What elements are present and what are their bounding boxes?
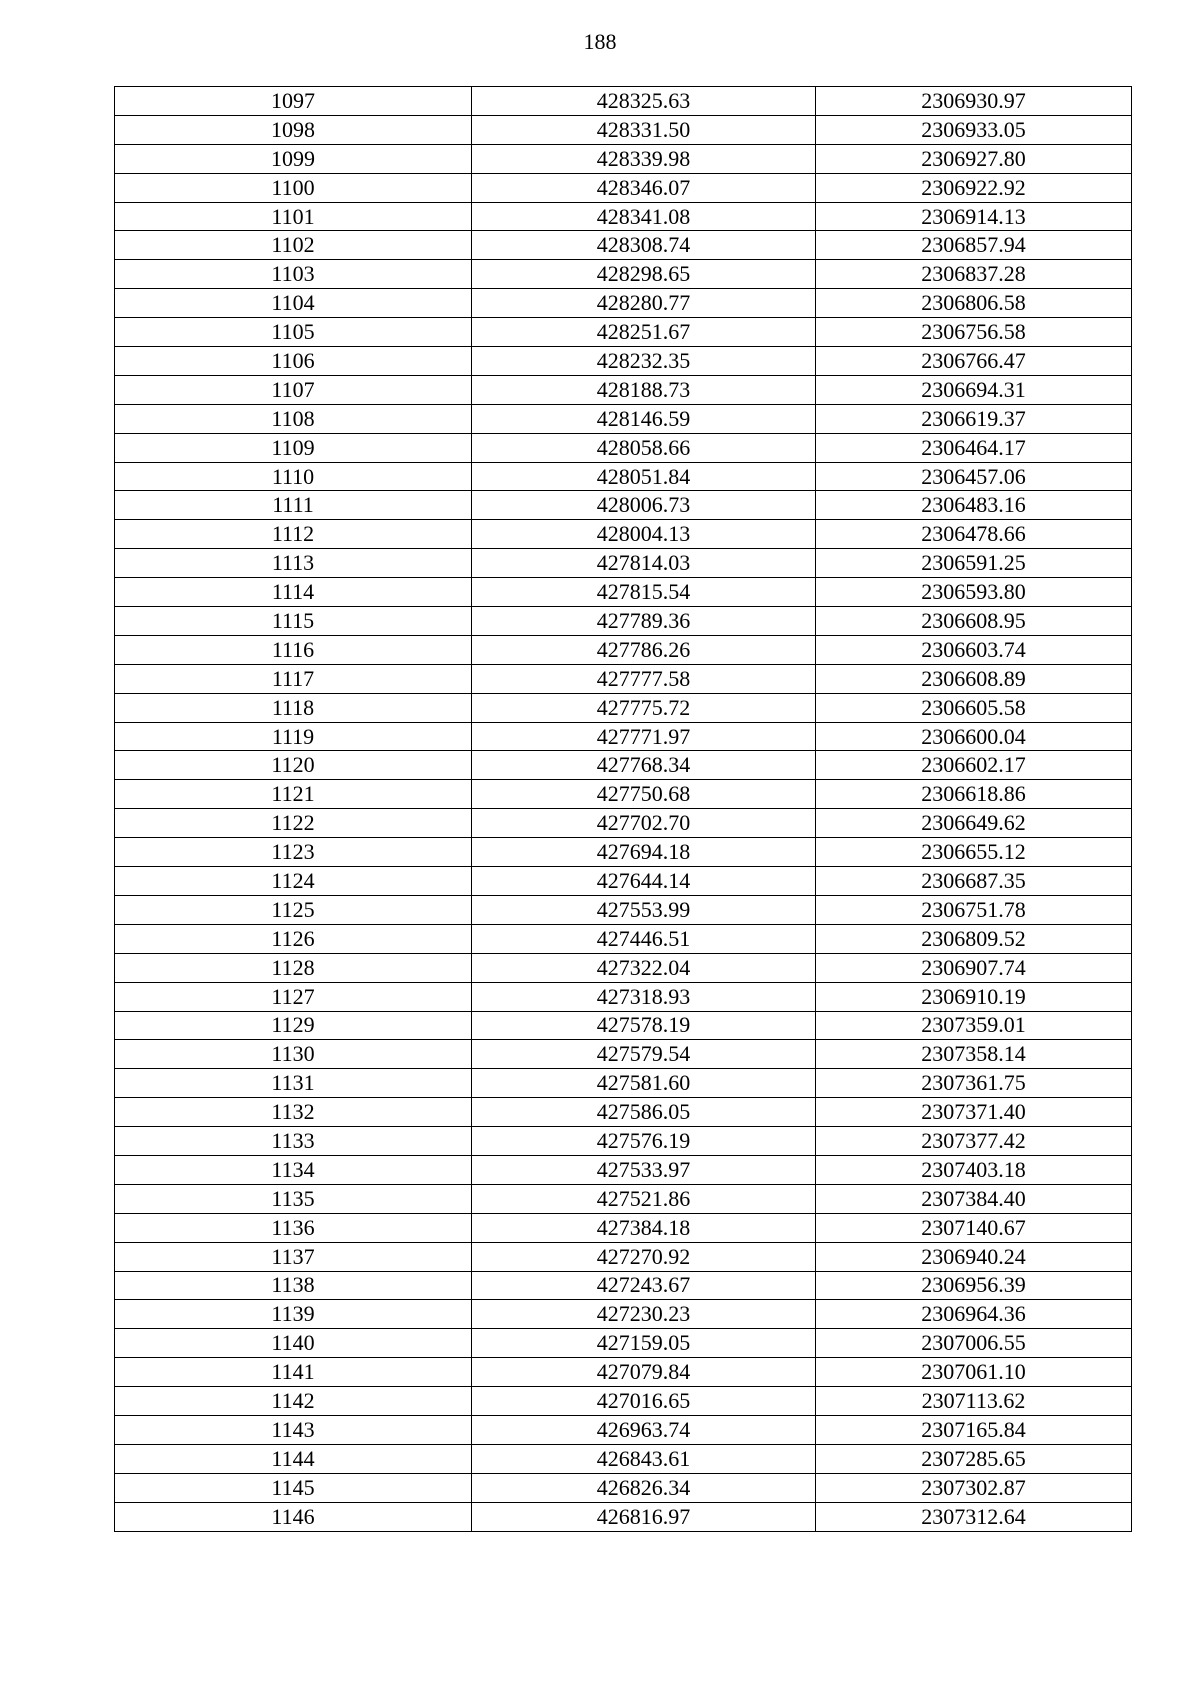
y-coordinate-cell: 2307061.10 (816, 1358, 1132, 1387)
table-row (115, 1213, 1132, 1242)
y-coordinate-cell: 2307312.64 (816, 1502, 1132, 1531)
x-coordinate-cell: 428058.66 (472, 433, 816, 462)
x-coordinate-cell: 427576.19 (472, 1127, 816, 1156)
x-coordinate-cell: 427322.04 (472, 953, 816, 982)
table-row (115, 780, 1132, 809)
point-number-cell: 1136 (115, 1213, 472, 1242)
y-coordinate-cell: 2307377.42 (816, 1127, 1132, 1156)
y-coordinate-cell: 2306751.78 (816, 895, 1132, 924)
y-coordinate-cell: 2306956.39 (816, 1271, 1132, 1300)
table-row (115, 1155, 1132, 1184)
point-number-cell: 1108 (115, 404, 472, 433)
table-row (115, 202, 1132, 231)
y-coordinate-cell: 2306964.36 (816, 1300, 1132, 1329)
point-number-cell: 1102 (115, 231, 472, 260)
x-coordinate-cell: 428006.73 (472, 491, 816, 520)
table-row (115, 1300, 1132, 1329)
x-coordinate-cell: 427702.70 (472, 809, 816, 838)
y-coordinate-cell: 2307113.62 (816, 1387, 1132, 1416)
table-row (115, 607, 1132, 636)
x-coordinate-cell: 427578.19 (472, 1011, 816, 1040)
point-number-cell: 1142 (115, 1387, 472, 1416)
point-number-cell: 1111 (115, 491, 472, 520)
table-row (115, 1069, 1132, 1098)
x-coordinate-cell: 427579.54 (472, 1040, 816, 1069)
x-coordinate-cell: 428232.35 (472, 347, 816, 376)
table-row (115, 1271, 1132, 1300)
x-coordinate-cell: 427533.97 (472, 1155, 816, 1184)
table-row (115, 1387, 1132, 1416)
x-coordinate-cell: 428298.65 (472, 260, 816, 289)
point-number-cell: 1126 (115, 924, 472, 953)
y-coordinate-cell: 2307285.65 (816, 1444, 1132, 1473)
y-coordinate-cell: 2306930.97 (816, 87, 1132, 116)
x-coordinate-cell: 428188.73 (472, 375, 816, 404)
table-row (115, 231, 1132, 260)
table-row (115, 173, 1132, 202)
x-coordinate-cell: 427814.03 (472, 549, 816, 578)
y-coordinate-cell: 2306694.31 (816, 375, 1132, 404)
table-row (115, 347, 1132, 376)
point-number-cell: 1120 (115, 751, 472, 780)
point-number-cell: 1104 (115, 289, 472, 318)
x-coordinate-cell: 427768.34 (472, 751, 816, 780)
y-coordinate-cell: 2306766.47 (816, 347, 1132, 376)
point-number-cell: 1099 (115, 144, 472, 173)
y-coordinate-cell: 2307165.84 (816, 1415, 1132, 1444)
x-coordinate-cell: 427553.99 (472, 895, 816, 924)
table-row (115, 404, 1132, 433)
y-coordinate-cell: 2306655.12 (816, 838, 1132, 867)
table-row (115, 722, 1132, 751)
table-row (115, 953, 1132, 982)
table-row (115, 1040, 1132, 1069)
point-number-cell: 1143 (115, 1415, 472, 1444)
point-number-cell: 1146 (115, 1502, 472, 1531)
table-row (115, 260, 1132, 289)
table-row (115, 1502, 1132, 1531)
table-row (115, 318, 1132, 347)
x-coordinate-cell: 427159.05 (472, 1329, 816, 1358)
point-number-cell: 1098 (115, 115, 472, 144)
point-number-cell: 1107 (115, 375, 472, 404)
y-coordinate-cell: 2306907.74 (816, 953, 1132, 982)
x-coordinate-cell: 428146.59 (472, 404, 816, 433)
point-number-cell: 1127 (115, 982, 472, 1011)
x-coordinate-cell: 427016.65 (472, 1387, 816, 1416)
point-number-cell: 1122 (115, 809, 472, 838)
table-row (115, 1098, 1132, 1127)
y-coordinate-cell: 2307358.14 (816, 1040, 1132, 1069)
table-row (115, 982, 1132, 1011)
point-number-cell: 1133 (115, 1127, 472, 1156)
x-coordinate-cell: 427694.18 (472, 838, 816, 867)
x-coordinate-cell: 427775.72 (472, 693, 816, 722)
x-coordinate-cell: 428308.74 (472, 231, 816, 260)
table-row (115, 635, 1132, 664)
y-coordinate-cell: 2307006.55 (816, 1329, 1132, 1358)
point-number-cell: 1112 (115, 520, 472, 549)
point-number-cell: 1141 (115, 1358, 472, 1387)
x-coordinate-cell: 427270.92 (472, 1242, 816, 1271)
table-row (115, 693, 1132, 722)
x-coordinate-cell: 428325.63 (472, 87, 816, 116)
y-coordinate-cell: 2306927.80 (816, 144, 1132, 173)
y-coordinate-cell: 2307361.75 (816, 1069, 1132, 1098)
x-coordinate-cell: 427771.97 (472, 722, 816, 751)
point-number-cell: 1097 (115, 87, 472, 116)
point-number-cell: 1134 (115, 1155, 472, 1184)
x-coordinate-cell: 426826.34 (472, 1473, 816, 1502)
y-coordinate-cell: 2306756.58 (816, 318, 1132, 347)
point-number-cell: 1135 (115, 1184, 472, 1213)
table-row (115, 838, 1132, 867)
y-coordinate-cell: 2306837.28 (816, 260, 1132, 289)
point-number-cell: 1132 (115, 1098, 472, 1127)
point-number-cell: 1116 (115, 635, 472, 664)
point-number-cell: 1113 (115, 549, 472, 578)
x-coordinate-cell: 427243.67 (472, 1271, 816, 1300)
x-coordinate-cell: 427230.23 (472, 1300, 816, 1329)
table-row (115, 144, 1132, 173)
x-coordinate-cell: 428339.98 (472, 144, 816, 173)
x-coordinate-cell: 428331.50 (472, 115, 816, 144)
y-coordinate-cell: 2306608.89 (816, 664, 1132, 693)
x-coordinate-cell: 426816.97 (472, 1502, 816, 1531)
coordinate-table-body (115, 87, 1132, 1532)
x-coordinate-cell: 427644.14 (472, 867, 816, 896)
table-row (115, 1473, 1132, 1502)
x-coordinate-cell: 428280.77 (472, 289, 816, 318)
y-coordinate-cell: 2307359.01 (816, 1011, 1132, 1040)
x-coordinate-cell: 427786.26 (472, 635, 816, 664)
x-coordinate-cell: 426843.61 (472, 1444, 816, 1473)
point-number-cell: 1117 (115, 664, 472, 693)
y-coordinate-cell: 2306619.37 (816, 404, 1132, 433)
point-number-cell: 1119 (115, 722, 472, 751)
x-coordinate-cell: 427384.18 (472, 1213, 816, 1242)
point-number-cell: 1129 (115, 1011, 472, 1040)
point-number-cell: 1101 (115, 202, 472, 231)
point-number-cell: 1130 (115, 1040, 472, 1069)
y-coordinate-cell: 2306483.16 (816, 491, 1132, 520)
y-coordinate-cell: 2306809.52 (816, 924, 1132, 953)
table-row (115, 1242, 1132, 1271)
table-row (115, 1444, 1132, 1473)
point-number-cell: 1110 (115, 462, 472, 491)
x-coordinate-cell: 427750.68 (472, 780, 816, 809)
x-coordinate-cell: 427318.93 (472, 982, 816, 1011)
table-row (115, 549, 1132, 578)
point-number-cell: 1121 (115, 780, 472, 809)
point-number-cell: 1137 (115, 1242, 472, 1271)
table-row (115, 87, 1132, 116)
x-coordinate-cell: 428004.13 (472, 520, 816, 549)
table-row (115, 809, 1132, 838)
x-coordinate-cell: 428051.84 (472, 462, 816, 491)
table-row (115, 462, 1132, 491)
y-coordinate-cell: 2306687.35 (816, 867, 1132, 896)
x-coordinate-cell: 428346.07 (472, 173, 816, 202)
table-row (115, 520, 1132, 549)
y-coordinate-cell: 2306910.19 (816, 982, 1132, 1011)
y-coordinate-cell: 2306603.74 (816, 635, 1132, 664)
x-coordinate-cell: 427079.84 (472, 1358, 816, 1387)
table-row (115, 491, 1132, 520)
table-row (115, 1184, 1132, 1213)
point-number-cell: 1128 (115, 953, 472, 982)
point-number-cell: 1144 (115, 1444, 472, 1473)
y-coordinate-cell: 2306600.04 (816, 722, 1132, 751)
table-row (115, 115, 1132, 144)
point-number-cell: 1124 (115, 867, 472, 896)
x-coordinate-cell: 428341.08 (472, 202, 816, 231)
y-coordinate-cell: 2307371.40 (816, 1098, 1132, 1127)
x-coordinate-cell: 428251.67 (472, 318, 816, 347)
point-number-cell: 1105 (115, 318, 472, 347)
table-row (115, 289, 1132, 318)
table-row (115, 664, 1132, 693)
table-row (115, 1358, 1132, 1387)
x-coordinate-cell: 427521.86 (472, 1184, 816, 1213)
x-coordinate-cell: 427581.60 (472, 1069, 816, 1098)
point-number-cell: 1123 (115, 838, 472, 867)
point-number-cell: 1125 (115, 895, 472, 924)
y-coordinate-cell: 2306914.13 (816, 202, 1132, 231)
point-number-cell: 1138 (115, 1271, 472, 1300)
point-number-cell: 1139 (115, 1300, 472, 1329)
y-coordinate-cell: 2306857.94 (816, 231, 1132, 260)
coordinate-table (114, 86, 1132, 1532)
point-number-cell: 1109 (115, 433, 472, 462)
y-coordinate-cell: 2306464.17 (816, 433, 1132, 462)
x-coordinate-cell: 427815.54 (472, 578, 816, 607)
y-coordinate-cell: 2306593.80 (816, 578, 1132, 607)
point-number-cell: 1103 (115, 260, 472, 289)
y-coordinate-cell: 2306618.86 (816, 780, 1132, 809)
y-coordinate-cell: 2307384.40 (816, 1184, 1132, 1213)
point-number-cell: 1114 (115, 578, 472, 607)
table-row (115, 895, 1132, 924)
table-row (115, 1415, 1132, 1444)
table-row (115, 924, 1132, 953)
y-coordinate-cell: 2306605.58 (816, 693, 1132, 722)
y-coordinate-cell: 2306457.06 (816, 462, 1132, 491)
x-coordinate-cell: 426963.74 (472, 1415, 816, 1444)
y-coordinate-cell: 2307140.67 (816, 1213, 1132, 1242)
y-coordinate-cell: 2306591.25 (816, 549, 1132, 578)
y-coordinate-cell: 2306933.05 (816, 115, 1132, 144)
table-row (115, 1329, 1132, 1358)
y-coordinate-cell: 2306608.95 (816, 607, 1132, 636)
x-coordinate-cell: 427586.05 (472, 1098, 816, 1127)
point-number-cell: 1100 (115, 173, 472, 202)
point-number-cell: 1140 (115, 1329, 472, 1358)
y-coordinate-cell: 2306940.24 (816, 1242, 1132, 1271)
table-row (115, 578, 1132, 607)
y-coordinate-cell: 2306649.62 (816, 809, 1132, 838)
y-coordinate-cell: 2306602.17 (816, 751, 1132, 780)
page-number: 188 (583, 29, 617, 54)
x-coordinate-cell: 427446.51 (472, 924, 816, 953)
y-coordinate-cell: 2307302.87 (816, 1473, 1132, 1502)
y-coordinate-cell: 2306478.66 (816, 520, 1132, 549)
table-row (115, 1127, 1132, 1156)
x-coordinate-cell: 427789.36 (472, 607, 816, 636)
table-row (115, 751, 1132, 780)
point-number-cell: 1131 (115, 1069, 472, 1098)
y-coordinate-cell: 2306806.58 (816, 289, 1132, 318)
point-number-cell: 1115 (115, 607, 472, 636)
point-number-cell: 1106 (115, 347, 472, 376)
point-number-cell: 1145 (115, 1473, 472, 1502)
table-row (115, 375, 1132, 404)
point-number-cell: 1118 (115, 693, 472, 722)
y-coordinate-cell: 2306922.92 (816, 173, 1132, 202)
y-coordinate-cell: 2307403.18 (816, 1155, 1132, 1184)
table-row (115, 433, 1132, 462)
table-row (115, 867, 1132, 896)
x-coordinate-cell: 427777.58 (472, 664, 816, 693)
table-row (115, 1011, 1132, 1040)
